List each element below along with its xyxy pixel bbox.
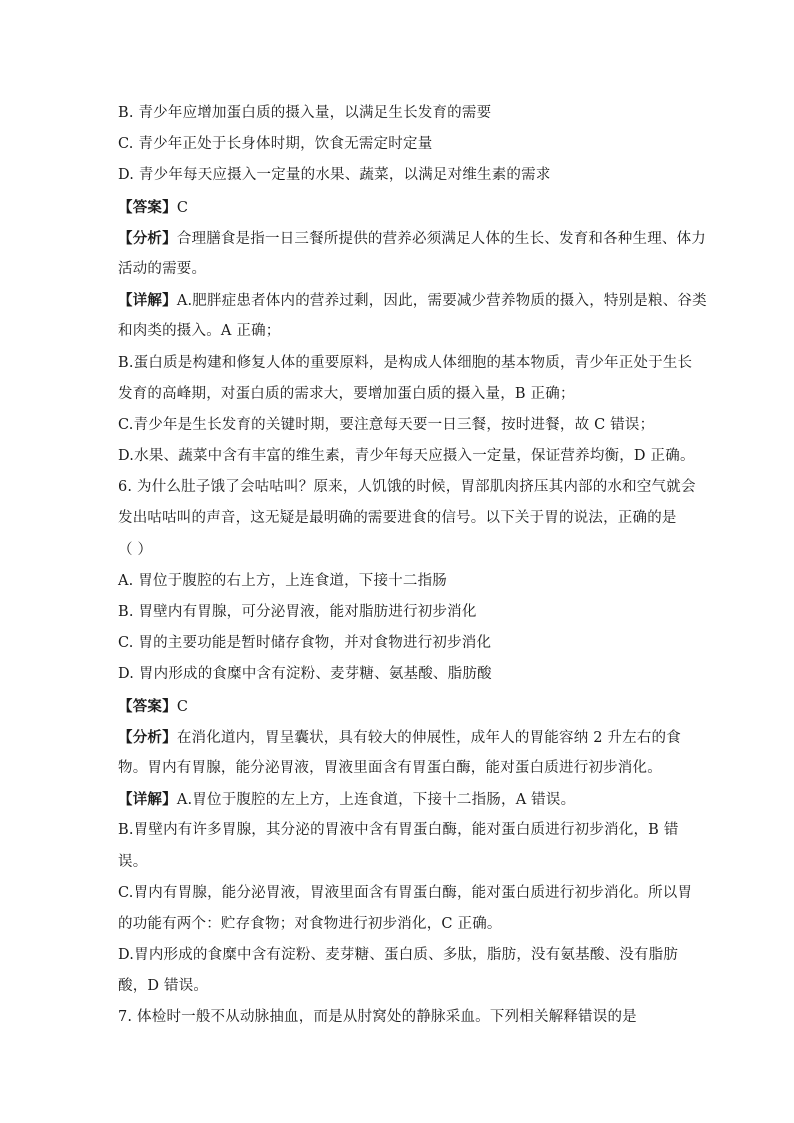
line-text: C xyxy=(176,698,189,715)
line-text: 7. 体检时一般不从动脉抽血，而是从肘窝处的静脉采血。下列相关解释错误的是 xyxy=(118,1009,637,1026)
line-text: 活动的需要。 xyxy=(118,260,207,277)
line-text: 的功能有两个：贮存食物；对食物进行初步消化，C 正确。 xyxy=(118,915,502,932)
text-line xyxy=(118,285,707,316)
section-tag: 【答案】 xyxy=(118,697,177,715)
line-text: D.胃内形成的食糜中含有淀粉、麦芽糖、蛋白质、多肽，脂肪，没有氨基酸、没有脂肪 xyxy=(118,947,679,964)
line-text: 合理膳食是指一日三餐所提供的营养必须满足人体的生长、发育和各种生理、体力 xyxy=(176,230,707,247)
line-text: D. 胃内形成的食糜中含有淀粉、麦芽糖、氨基酸、脂肪酸 xyxy=(118,666,492,683)
text-line xyxy=(118,784,678,815)
text-line xyxy=(118,628,678,659)
text-line xyxy=(118,503,678,534)
text-line xyxy=(118,722,681,753)
text-line xyxy=(118,348,693,379)
line-text: 物。胃内有胃腺，能分泌胃液，胃液里面含有胃蛋白酶，能对蛋白质进行初步消化。 xyxy=(118,759,662,776)
text-line xyxy=(118,1002,678,1033)
line-text: 酸，D 错误。 xyxy=(118,978,209,995)
line-text: A. 胃位于腹腔的右上方，上连食道，下接十二指肠 xyxy=(118,572,447,589)
line-text: A.肥胖症患者体内的营养过剩，因此，需要减少营养物质的摄入，特别是粮、谷类 xyxy=(176,293,707,310)
line-text: 和肉类的摄入。A 正确； xyxy=(118,323,281,340)
section-tag: 【详解】 xyxy=(118,791,177,809)
section-tag: 【答案】 xyxy=(118,198,177,216)
document-page xyxy=(118,98,707,1034)
line-text: 误。 xyxy=(118,853,148,870)
text-line xyxy=(118,192,678,223)
line-text: （ ） xyxy=(118,541,153,558)
line-text: B.胃壁内有许多胃腺，其分泌的胃液中含有胃蛋白酶，能对蛋白质进行初步消化，B 错 xyxy=(118,822,679,839)
text-line xyxy=(118,691,678,722)
line-text: A.胃位于腹腔的左上方，上连食道，下接十二指肠，A 错误。 xyxy=(176,792,576,809)
line-text: C. 青少年正处于长身体时期，饮食无需定时定量 xyxy=(118,136,433,153)
line-text: 发育的高峰期，对蛋白质的需求大，要增加蛋白质的摄入量，B 正确； xyxy=(118,385,575,402)
line-text: D.水果、蔬菜中含有丰富的维生素，青少年每天应摄入一定量，保证营养均衡，D 正确。 xyxy=(118,448,695,465)
text-line xyxy=(118,847,678,878)
text-line xyxy=(118,254,678,285)
line-text: C. 胃的主要功能是暂时储存食物，并对食物进行初步消化 xyxy=(118,635,492,652)
text-line xyxy=(118,535,678,566)
line-text: B. 胃壁内有胃腺，可分泌胃液，能对脂肪进行初步消化 xyxy=(118,604,477,620)
text-line xyxy=(118,472,696,503)
text-line xyxy=(118,971,678,1002)
text-line xyxy=(118,98,678,129)
line-text: D. 青少年每天应摄入一定量的水果、蔬菜，以满足对维生素的需求 xyxy=(118,167,551,184)
section-tag: 【分析】 xyxy=(118,728,177,746)
text-line xyxy=(118,410,678,441)
text-line xyxy=(118,909,678,940)
text-line xyxy=(118,441,695,472)
text-line xyxy=(118,316,678,347)
text-line xyxy=(118,878,693,909)
line-text: C.青少年是生长发育的关键时期，要注意每天要一日三餐，按时进餐，故 C 错误； xyxy=(118,416,655,433)
text-line xyxy=(118,223,707,254)
line-text: 在消化道内，胃呈囊状，具有较大的伸展性，成年人的胃能容纳 2 升左右的食 xyxy=(176,729,681,746)
line-text: C xyxy=(176,199,189,216)
line-text: 6. 为什么肚子饿了会咕咕叫？原来，人饥饿的时候，胃部肌肉挤压其内部的水和空气就会 xyxy=(118,479,696,496)
text-line xyxy=(118,129,678,160)
text-line xyxy=(118,815,678,846)
text-line xyxy=(118,940,678,971)
section-tag: 【分析】 xyxy=(118,229,177,247)
text-line xyxy=(118,160,678,191)
text-line xyxy=(118,753,678,784)
text-line xyxy=(118,659,678,690)
text-line xyxy=(118,379,678,410)
text-line xyxy=(118,566,678,597)
section-tag: 【详解】 xyxy=(118,292,177,310)
text-line xyxy=(118,597,678,628)
line-text: C.胃内有胃腺，能分泌胃液，胃液里面含有胃蛋白酶，能对蛋白质进行初步消化。所以胃 xyxy=(118,884,693,901)
line-text: B.蛋白质是构建和修复人体的重要原料，是构成人体细胞的基本物质，青少年正处于生长 xyxy=(118,354,693,371)
line-text: 发出咕咕叫的声音，这无疑是最明确的需要进食的信号。以下关于胃的说法，正确的是 xyxy=(118,510,677,527)
line-text: B. 青少年应增加蛋白质的摄入量，以满足生长发育的需要 xyxy=(118,105,492,121)
